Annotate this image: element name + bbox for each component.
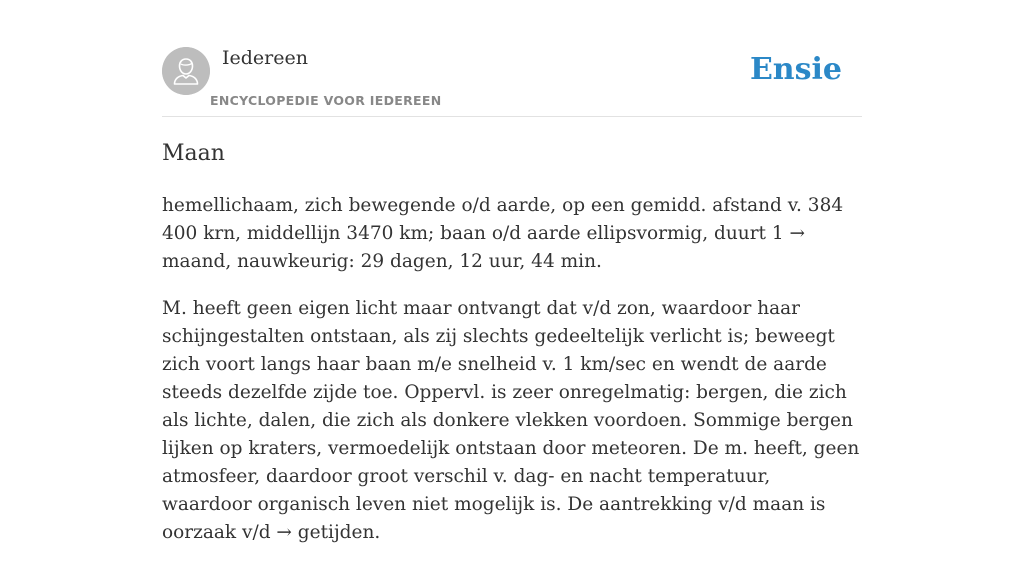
ensie-logo[interactable]: Ensie: [749, 52, 842, 87]
article-paragraph-1: hemellichaam, zich bewegende o/d aarde, op een gemidd. afstand v. 384 400 krn, middellijn 3470 km; baan o/d aarde ellipsvormig, duurt 1 → maand, nauwkeurig: 29 dagen, 12 uur, 44 min.: [162, 195, 844, 272]
page: [162, 0, 862, 543]
user-placeholder-icon[interactable]: [162, 47, 210, 95]
site-tagline: ENCYCLOPEDIE VOOR IEDEREEN: [210, 93, 442, 108]
article-body: [162, 192, 862, 566]
header: [162, 0, 862, 117]
author-name[interactable]: Iedereen: [222, 47, 308, 69]
page-title: Maan: [162, 141, 225, 166]
article-paragraph-2: M. heeft geen eigen licht maar ontvangt dat v/d zon, waardoor haar schijngestalten ontstaan, als zij slechts gedeeltelijk verlicht is; beweegt zich voort langs haar baan m/e snelheid v. 1 km/sec en wendt de aarde steeds dezelfde zijde toe. Oppervl. is zeer onregelmatig: bergen, die zich als lichte, dalen, die zich als donkere vlekken voordoen. Sommige bergen lijken op kraters, vermoedelijk ontstaan door meteoren. De m. heeft, geen atmosfeer, daardoor groot verschil v. dag- en nacht temperatuur, waardoor organisch leven niet mogelijk is. De aantrekking v/d maan is oorzaak v/d → getijden.: [162, 298, 860, 543]
